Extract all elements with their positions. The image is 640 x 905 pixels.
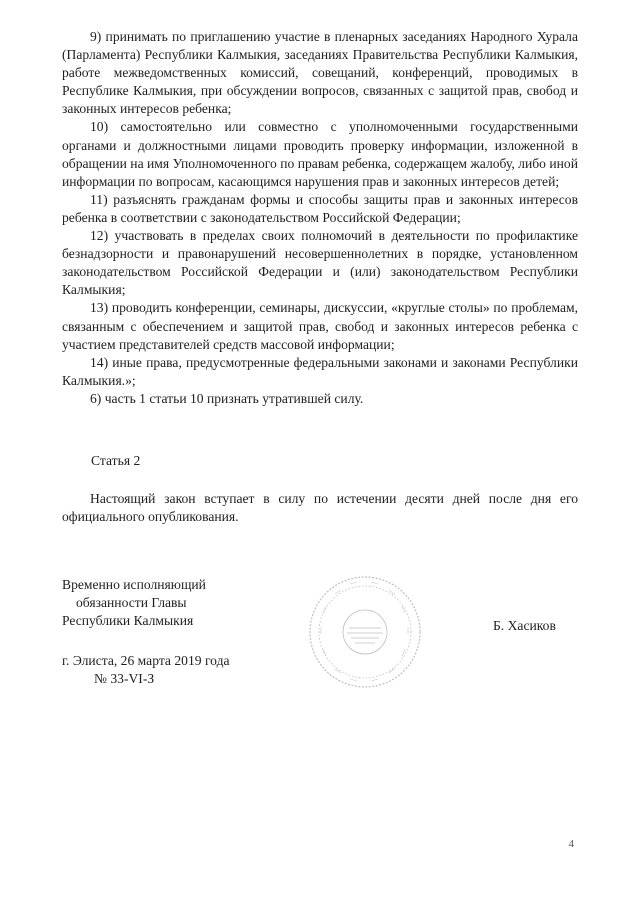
article-2-heading: Статья 2 <box>91 453 141 468</box>
paragraph-item-14: 14) иные права, предусмотренные федеральными законами и законами Республики Калмыкия.»; <box>62 354 578 388</box>
signer-title <box>62 576 206 630</box>
place-and-date: г. Элиста, 26 марта 2019 года <box>62 653 230 668</box>
paragraph-item-9: 9) принимать по приглашению участие в пленарных заседаниях Народного Хурала (Парламента) Республики Калмыкия, заседаниях Правительства Республики Калмыкия, работе межведомственных комиссий, совещаний, конференций, проводимых в Республике Калмыкия, при обсуждении вопросов, связанных с защитой прав, свобод и законных интересов ребенка; <box>62 29 578 117</box>
law-text-body <box>62 28 578 408</box>
signer-title-line-3: Республики Калмыкия <box>62 613 194 628</box>
signer-title-line-2: обязанности Главы <box>76 595 187 610</box>
signer-title-line-1: Временно исполняющий <box>62 577 206 592</box>
law-number: № 33-VI-З <box>94 671 155 686</box>
official-seal-icon <box>305 572 425 692</box>
paragraph-item-12: 12) участвовать в пределах своих полномочий в деятельности по профилактике безнадзорности и правонарушений несовершеннолетних в порядке, установленном законодательством Российской Федерации и (или) законодательством Республики Калмыкия; <box>62 228 578 298</box>
paragraph-item-11: 11) разъяснять гражданам формы и способы защиты прав и законных интересов ребенка в соответствии с законодательством Российской Федерации; <box>62 191 578 225</box>
signer-name: Б. Хасиков <box>493 618 556 633</box>
page-number: 4 <box>568 838 574 850</box>
article-2-text: Настоящий закон вступает в силу по истечении десяти дней после дня его официального опубликования. <box>62 491 578 525</box>
paragraph-item-13: 13) проводить конференции, семинары, дискуссии, «круглые столы» по проблемам, связанным с обеспечением и защитой прав, свобод и законных интересов ребенка с участием представителей средств массовой информации; <box>62 300 578 352</box>
paragraph-item-10: 10) самостоятельно или совместно с уполномоченными государственными органами и должностными лицами проводить проверку информации, изложенной в обращении на имя Уполномоченного по правам ребенка, содержащем жалобу, либо иной информации по вопросам, касающимся нарушения прав и законных интересов детей; <box>62 119 578 189</box>
paragraph-part-6: 6) часть 1 статьи 10 признать утратившей силу. <box>90 390 364 406</box>
